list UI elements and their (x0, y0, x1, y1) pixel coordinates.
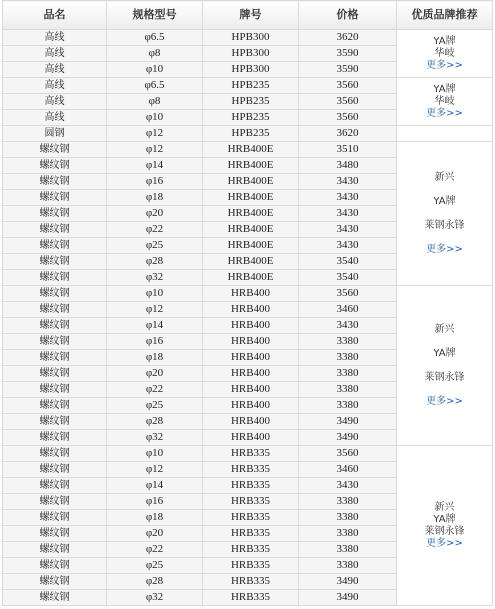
spec-cell: φ8 (107, 46, 203, 62)
spec-cell: φ25 (107, 398, 203, 414)
price-cell: 3380 (299, 398, 397, 414)
product-name-cell: 高线 (3, 30, 107, 46)
product-name-cell: 螺纹钢 (3, 142, 107, 158)
grade-cell: HPB235 (203, 78, 299, 94)
brand-name: 新兴 (434, 171, 455, 183)
brand-recommend-cell (397, 286, 493, 446)
brand-recommend-cell (397, 142, 493, 286)
product-name-cell: 高线 (3, 62, 107, 78)
product-name-cell: 螺纹钢 (3, 206, 107, 222)
price-table (2, 0, 493, 606)
price-cell: 3490 (299, 430, 397, 446)
spec-cell: φ22 (107, 382, 203, 398)
product-name-cell: 螺纹钢 (3, 414, 107, 430)
price-cell: 3380 (299, 510, 397, 526)
spec-cell: φ16 (107, 494, 203, 510)
spec-cell: φ20 (107, 206, 203, 222)
spec-cell: φ20 (107, 526, 203, 542)
more-brands-link[interactable]: 更多>> (426, 107, 463, 119)
spec-cell: φ10 (107, 446, 203, 462)
price-cell: 3490 (299, 590, 397, 606)
grade-cell: HRB400 (203, 318, 299, 334)
spec-cell: φ25 (107, 558, 203, 574)
price-cell: 3380 (299, 334, 397, 350)
header-spec: 规格型号 (107, 1, 203, 30)
product-name-cell: 螺纹钢 (3, 478, 107, 494)
product-name-cell: 高线 (3, 78, 107, 94)
grade-cell: HRB400 (203, 382, 299, 398)
spec-cell: φ28 (107, 414, 203, 430)
brand-name: 华岐 (434, 95, 455, 107)
grade-cell: HRB400E (203, 174, 299, 190)
grade-cell: HPB300 (203, 30, 299, 46)
header-name: 品名 (3, 1, 107, 30)
spec-cell: φ10 (107, 286, 203, 302)
product-name-cell: 高线 (3, 94, 107, 110)
table-body (3, 30, 493, 606)
product-name-cell: 螺纹钢 (3, 398, 107, 414)
grade-cell: HRB335 (203, 494, 299, 510)
price-cell: 3560 (299, 286, 397, 302)
product-name-cell: 螺纹钢 (3, 286, 107, 302)
table-row (3, 30, 493, 46)
grade-cell: HRB335 (203, 478, 299, 494)
price-cell: 3380 (299, 558, 397, 574)
brand-name: YA牌 (433, 83, 456, 95)
product-name-cell: 螺纹钢 (3, 494, 107, 510)
product-name-cell: 螺纹钢 (3, 382, 107, 398)
price-cell: 3380 (299, 494, 397, 510)
grade-cell: HRB400 (203, 398, 299, 414)
brand-name: 新兴 (434, 323, 455, 335)
grade-cell: HRB400E (203, 206, 299, 222)
spec-cell: φ20 (107, 366, 203, 382)
brand-name: 莱钢永锋 (424, 219, 465, 231)
spec-cell: φ28 (107, 574, 203, 590)
spec-cell: φ12 (107, 302, 203, 318)
table-row (3, 126, 493, 142)
price-cell: 3460 (299, 302, 397, 318)
brand-name: 华岐 (434, 47, 455, 59)
grade-cell: HRB335 (203, 510, 299, 526)
spec-cell: φ10 (107, 110, 203, 126)
product-name-cell: 螺纹钢 (3, 174, 107, 190)
product-name-cell: 螺纹钢 (3, 366, 107, 382)
product-name-cell: 螺纹钢 (3, 238, 107, 254)
grade-cell: HRB400 (203, 286, 299, 302)
spec-cell: φ18 (107, 350, 203, 366)
spec-cell: φ18 (107, 510, 203, 526)
grade-cell: HRB400E (203, 222, 299, 238)
grade-cell: HRB400E (203, 158, 299, 174)
spec-cell: φ14 (107, 318, 203, 334)
price-cell: 3540 (299, 254, 397, 270)
price-cell: 3430 (299, 238, 397, 254)
price-cell: 3430 (299, 318, 397, 334)
grade-cell: HRB335 (203, 558, 299, 574)
spec-cell: φ6.5 (107, 78, 203, 94)
grade-cell: HRB335 (203, 574, 299, 590)
brand-recommend-cell (397, 78, 493, 126)
brand-recommend-cell (397, 30, 493, 78)
price-cell: 3510 (299, 142, 397, 158)
spec-cell: φ14 (107, 158, 203, 174)
product-name-cell: 螺纹钢 (3, 590, 107, 606)
product-name-cell: 螺纹钢 (3, 574, 107, 590)
product-name-cell: 螺纹钢 (3, 558, 107, 574)
spec-cell: φ6.5 (107, 30, 203, 46)
product-name-cell: 螺纹钢 (3, 334, 107, 350)
grade-cell: HRB400 (203, 302, 299, 318)
product-name-cell: 螺纹钢 (3, 190, 107, 206)
grade-cell: HPB300 (203, 62, 299, 78)
product-name-cell: 螺纹钢 (3, 350, 107, 366)
table-row (3, 78, 493, 94)
price-cell: 3620 (299, 126, 397, 142)
header-price: 价格 (299, 1, 397, 30)
product-name-cell: 螺纹钢 (3, 446, 107, 462)
more-brands-link[interactable]: 更多>> (426, 243, 463, 255)
spec-cell: φ12 (107, 462, 203, 478)
price-cell: 3480 (299, 158, 397, 174)
product-name-cell: 螺纹钢 (3, 430, 107, 446)
price-cell: 3380 (299, 542, 397, 558)
grade-cell: HRB400 (203, 414, 299, 430)
price-cell: 3540 (299, 270, 397, 286)
grade-cell: HRB400E (203, 142, 299, 158)
price-cell: 3590 (299, 62, 397, 78)
table-row (3, 286, 493, 302)
grade-cell: HRB400 (203, 350, 299, 366)
grade-cell: HRB400E (203, 238, 299, 254)
price-cell: 3380 (299, 382, 397, 398)
brand-name: YA牌 (433, 513, 456, 525)
brand-name: 莱钢永锋 (424, 371, 465, 383)
price-cell: 3380 (299, 526, 397, 542)
brand-name: YA牌 (433, 347, 456, 359)
price-cell: 3380 (299, 350, 397, 366)
brand-name: YA牌 (433, 35, 456, 47)
price-cell: 3380 (299, 366, 397, 382)
spec-cell: φ14 (107, 478, 203, 494)
product-name-cell: 螺纹钢 (3, 254, 107, 270)
grade-cell: HRB335 (203, 526, 299, 542)
spec-cell: φ28 (107, 254, 203, 270)
grade-cell: HPB235 (203, 110, 299, 126)
more-brands-link[interactable]: 更多>> (426, 395, 463, 407)
product-name-cell: 螺纹钢 (3, 542, 107, 558)
product-name-cell: 圆钢 (3, 126, 107, 142)
header-brand: 优质品牌推荐 (397, 1, 493, 30)
spec-cell: φ12 (107, 126, 203, 142)
price-cell: 3490 (299, 414, 397, 430)
product-name-cell: 螺纹钢 (3, 318, 107, 334)
grade-cell: HRB335 (203, 446, 299, 462)
price-cell: 3560 (299, 110, 397, 126)
product-name-cell: 螺纹钢 (3, 302, 107, 318)
grade-cell: HRB400 (203, 430, 299, 446)
brand-cell-empty (397, 126, 493, 142)
grade-cell: HRB335 (203, 590, 299, 606)
spec-cell: φ32 (107, 590, 203, 606)
spec-cell: φ12 (107, 142, 203, 158)
product-name-cell: 螺纹钢 (3, 510, 107, 526)
price-cell: 3430 (299, 206, 397, 222)
price-cell: 3430 (299, 478, 397, 494)
grade-cell: HPB235 (203, 94, 299, 110)
brand-name: 新兴 (434, 501, 455, 513)
table-row (3, 446, 493, 462)
grade-cell: HRB400E (203, 254, 299, 270)
table-row (3, 142, 493, 158)
price-cell: 3430 (299, 174, 397, 190)
price-cell: 3620 (299, 30, 397, 46)
spec-cell: φ25 (107, 238, 203, 254)
grade-cell: HRB400E (203, 270, 299, 286)
spec-cell: φ32 (107, 430, 203, 446)
spec-cell: φ10 (107, 62, 203, 78)
spec-cell: φ18 (107, 190, 203, 206)
product-name-cell: 螺纹钢 (3, 158, 107, 174)
price-cell: 3590 (299, 46, 397, 62)
header-grade: 牌号 (203, 1, 299, 30)
product-name-cell: 高线 (3, 46, 107, 62)
more-brands-link[interactable]: 更多>> (426, 537, 463, 549)
grade-cell: HRB335 (203, 542, 299, 558)
brand-name: YA牌 (433, 195, 456, 207)
price-cell: 3460 (299, 462, 397, 478)
spec-cell: φ16 (107, 334, 203, 350)
product-name-cell: 螺纹钢 (3, 222, 107, 238)
grade-cell: HRB400 (203, 366, 299, 382)
grade-cell: HPB235 (203, 126, 299, 142)
brand-name: 莱钢永锋 (424, 525, 465, 537)
product-name-cell: 螺纹钢 (3, 526, 107, 542)
price-cell: 3490 (299, 574, 397, 590)
product-name-cell: 螺纹钢 (3, 270, 107, 286)
table-header-row (3, 1, 493, 30)
spec-cell: φ32 (107, 270, 203, 286)
product-name-cell: 高线 (3, 110, 107, 126)
spec-cell: φ22 (107, 542, 203, 558)
grade-cell: HRB335 (203, 462, 299, 478)
price-cell: 3430 (299, 222, 397, 238)
spec-cell: φ16 (107, 174, 203, 190)
product-name-cell: 螺纹钢 (3, 462, 107, 478)
price-cell: 3560 (299, 446, 397, 462)
spec-cell: φ8 (107, 94, 203, 110)
grade-cell: HRB400E (203, 190, 299, 206)
more-brands-link[interactable]: 更多>> (426, 59, 463, 71)
grade-cell: HPB300 (203, 46, 299, 62)
spec-cell: φ22 (107, 222, 203, 238)
price-cell: 3560 (299, 94, 397, 110)
price-cell: 3560 (299, 78, 397, 94)
grade-cell: HRB400 (203, 334, 299, 350)
brand-recommend-cell (397, 446, 493, 606)
price-cell: 3430 (299, 190, 397, 206)
